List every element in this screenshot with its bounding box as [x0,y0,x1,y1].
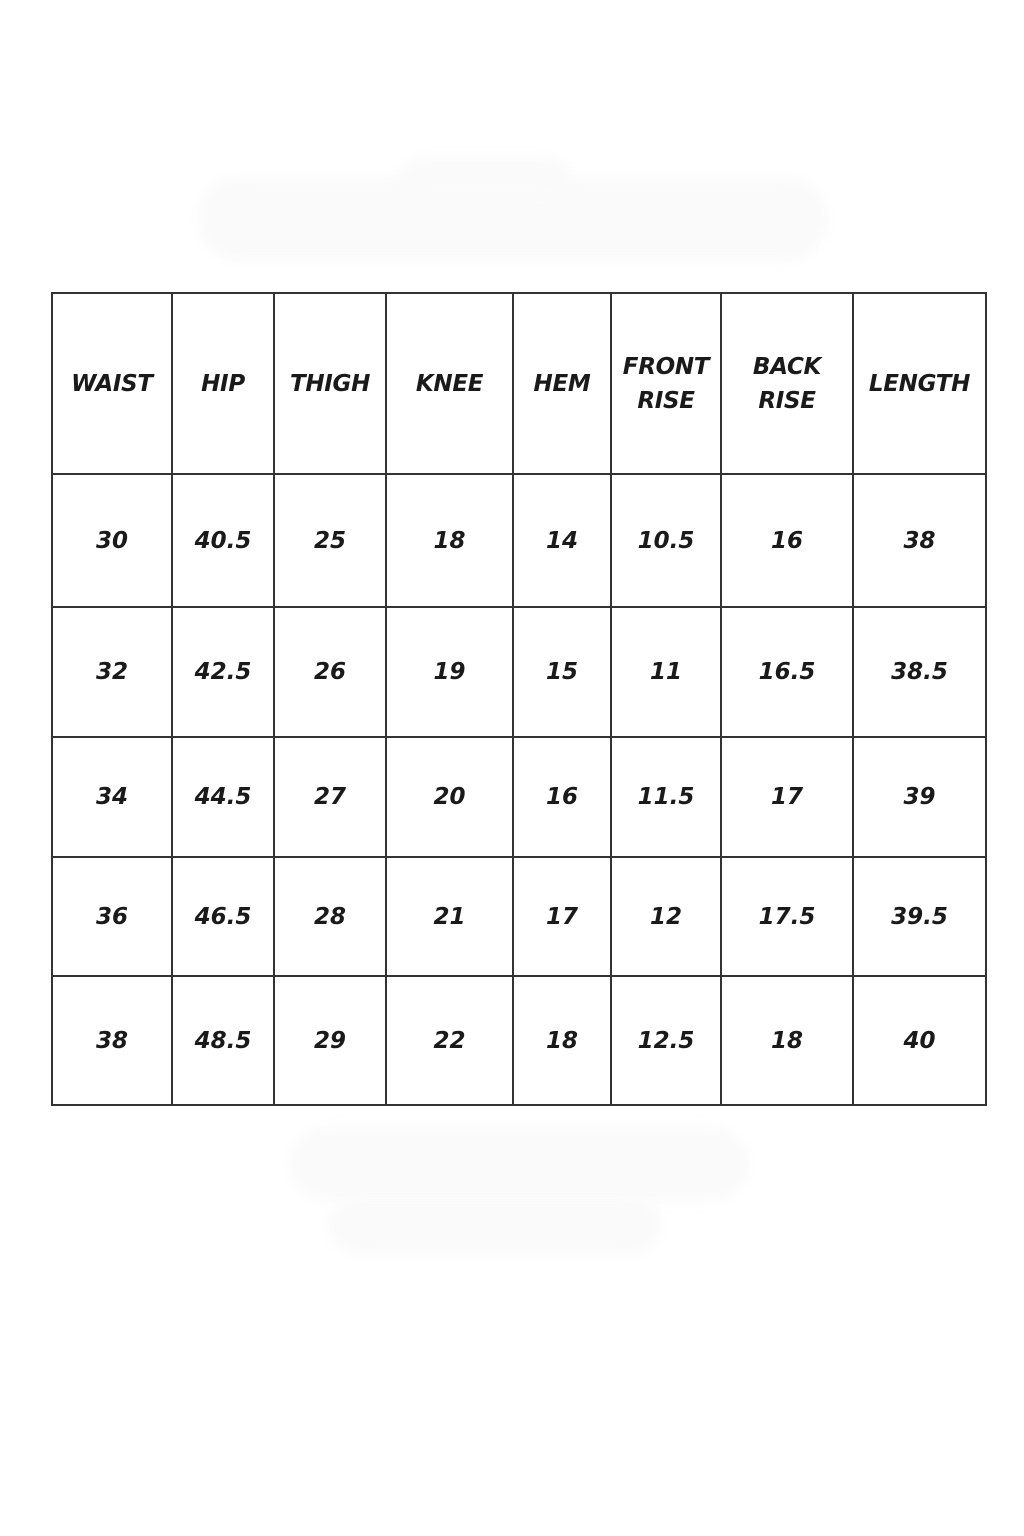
table-row [52,857,986,976]
header-text: HIP [201,370,245,397]
table-cell: 22 [386,976,513,1105]
header-knee [386,293,513,474]
table-cell: 17.5 [721,857,853,976]
header-text: LENGTH [868,370,971,397]
table-cell: 44.5 [172,737,274,857]
table-cell: 19 [386,607,513,737]
header-length [853,293,986,474]
header-back-rise [721,293,853,474]
header-text: RISE [637,387,695,414]
table-cell: 40.5 [172,474,274,607]
header-front-rise [611,293,721,474]
table-cell: 14 [513,474,611,607]
table-cell: 32 [52,607,172,737]
table-cell: 16.5 [721,607,853,737]
table-cell: 21 [386,857,513,976]
header-text: HEM [533,370,591,397]
table-cell: 38.5 [853,607,986,737]
table-cell: 25 [274,474,386,607]
table-cell: 42.5 [172,607,274,737]
table-row [52,607,986,737]
table-cell: 16 [721,474,853,607]
table-cell: 12 [611,857,721,976]
table-cell: 18 [513,976,611,1105]
table-cell: 10.5 [611,474,721,607]
table-cell: 46.5 [172,857,274,976]
table-cell: 17 [513,857,611,976]
table-cell: 15 [513,607,611,737]
table-cell: 29 [274,976,386,1105]
header-text: WAIST [71,370,153,397]
table-cell: 36 [52,857,172,976]
header-text: FRONT [622,353,710,380]
faded-smudge-bottom [290,1128,748,1200]
table-cell: 28 [274,857,386,976]
table-cell: 39.5 [853,857,986,976]
table-cell: 48.5 [172,976,274,1105]
header-text: BACK [752,353,822,380]
header-text: KNEE [415,370,484,397]
faded-smudge-bottom-small [330,1196,660,1254]
header-text: THIGH [289,370,371,397]
table-cell: 39 [853,737,986,857]
table-cell: 12.5 [611,976,721,1105]
table-row [52,737,986,857]
header-thigh [274,293,386,474]
table-row [52,976,986,1105]
size-chart-table [51,292,987,1106]
table-cell: 11 [611,607,721,737]
table-cell: 16 [513,737,611,857]
header-text: RISE [758,387,816,414]
table-cell: 27 [274,737,386,857]
faded-smudge-top-small [400,158,570,198]
header-row [52,293,986,474]
table-cell: 40 [853,976,986,1105]
table-cell: 30 [52,474,172,607]
table-cell: 17 [721,737,853,857]
table-cell: 38 [52,976,172,1105]
table-cell: 26 [274,607,386,737]
header-waist [52,293,172,474]
table-cell: 11.5 [611,737,721,857]
table-cell: 38 [853,474,986,607]
table-cell: 18 [386,474,513,607]
table-cell: 18 [721,976,853,1105]
table-cell: 34 [52,737,172,857]
table-cell: 20 [386,737,513,857]
header-hem [513,293,611,474]
header-hip [172,293,274,474]
table-row [52,474,986,607]
